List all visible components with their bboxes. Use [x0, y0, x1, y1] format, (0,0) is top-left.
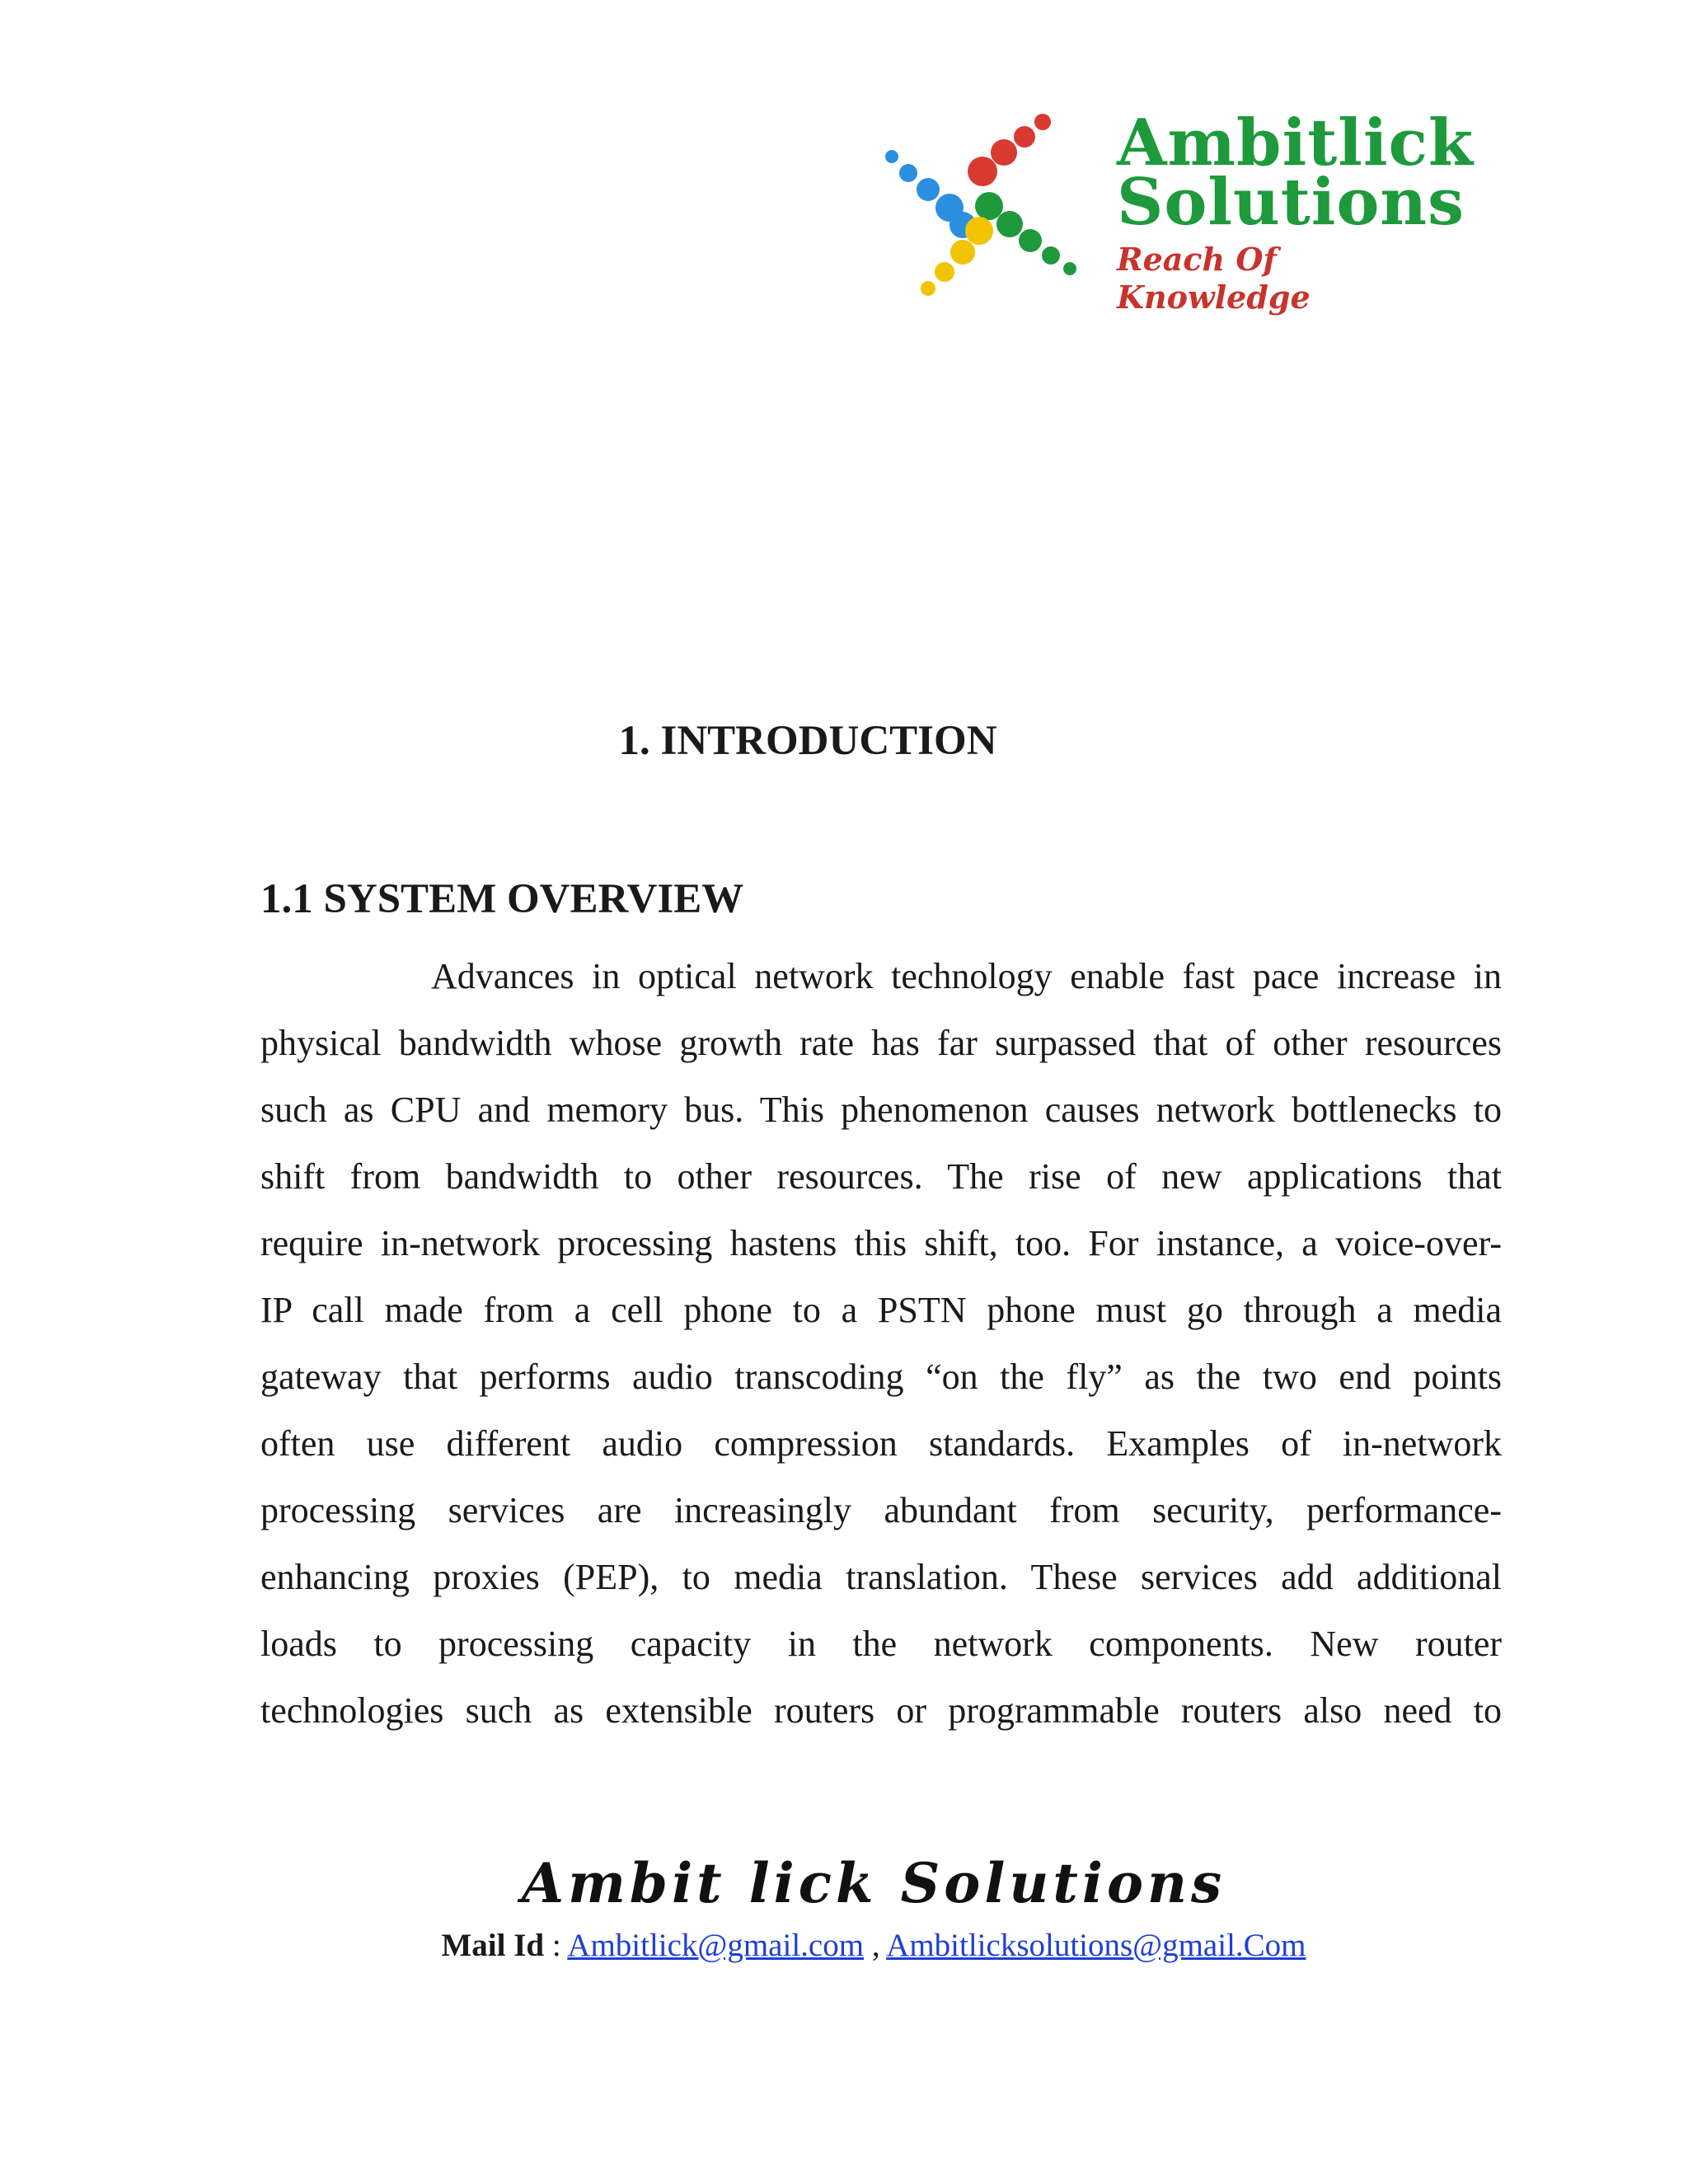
- mail-label: Mail Id: [441, 1928, 545, 1963]
- paragraph-line: require in-network processing hastens this shift, too. For instance, a voice-over-: [260, 1223, 1502, 1263]
- paragraph-line: IP call made from a cell phone to a PSTN phone must go through a media: [260, 1290, 1502, 1330]
- paragraph-line: often use different audio compression standards. Examples of in-network: [260, 1423, 1502, 1464]
- paragraph-line: physical bandwidth whose growth rate has far surpassed that of other resources: [260, 1023, 1502, 1063]
- footer-mail: [0, 1925, 1688, 1966]
- mail-separator: :: [544, 1928, 568, 1963]
- paragraph-line: processing services are increasingly abundant from security, performance-: [260, 1490, 1502, 1530]
- body-paragraph: [260, 950, 1502, 1751]
- email-link-2[interactable]: Ambitlicksolutions@gmail.Com: [886, 1928, 1306, 1963]
- company-logo: [874, 105, 1475, 316]
- paragraph-line: enhancing proxies (PEP), to media translation. These services add additional: [260, 1557, 1502, 1597]
- chapter-title: 1. INTRODUCTION: [618, 718, 997, 764]
- paragraph-line: Advances in optical network technology enable fast pace increase in: [431, 956, 1502, 996]
- section-title: 1.1 SYSTEM OVERVIEW: [260, 876, 744, 922]
- logo-text: [1117, 105, 1475, 316]
- paragraph-line: such as CPU and memory bus. This phenomenon causes network bottlenecks to: [260, 1090, 1502, 1130]
- paragraph-line: shift from bandwidth to other resources. The rise of new applications that: [260, 1156, 1502, 1197]
- paragraph-line: loads to processing capacity in the network components. New router: [260, 1624, 1502, 1664]
- paragraph-line: gateway that performs audio transcoding “on the fly” as the two end points: [260, 1357, 1502, 1397]
- email-link-1[interactable]: Ambitlick@gmail.com: [567, 1928, 865, 1963]
- mail-separator: ,: [864, 1928, 887, 1963]
- logo-name-line2: Solutions: [1117, 165, 1465, 240]
- logo-dots-icon: [874, 107, 1096, 313]
- logo-tagline: Reach Of Knowledge: [1117, 241, 1311, 316]
- logo-name-line1: Ambitlick: [1117, 105, 1475, 180]
- paragraph-line: technologies such as extensible routers or programmable routers also need to: [260, 1690, 1502, 1731]
- footer-brand: Ambit lick Solutions: [521, 1851, 1226, 1915]
